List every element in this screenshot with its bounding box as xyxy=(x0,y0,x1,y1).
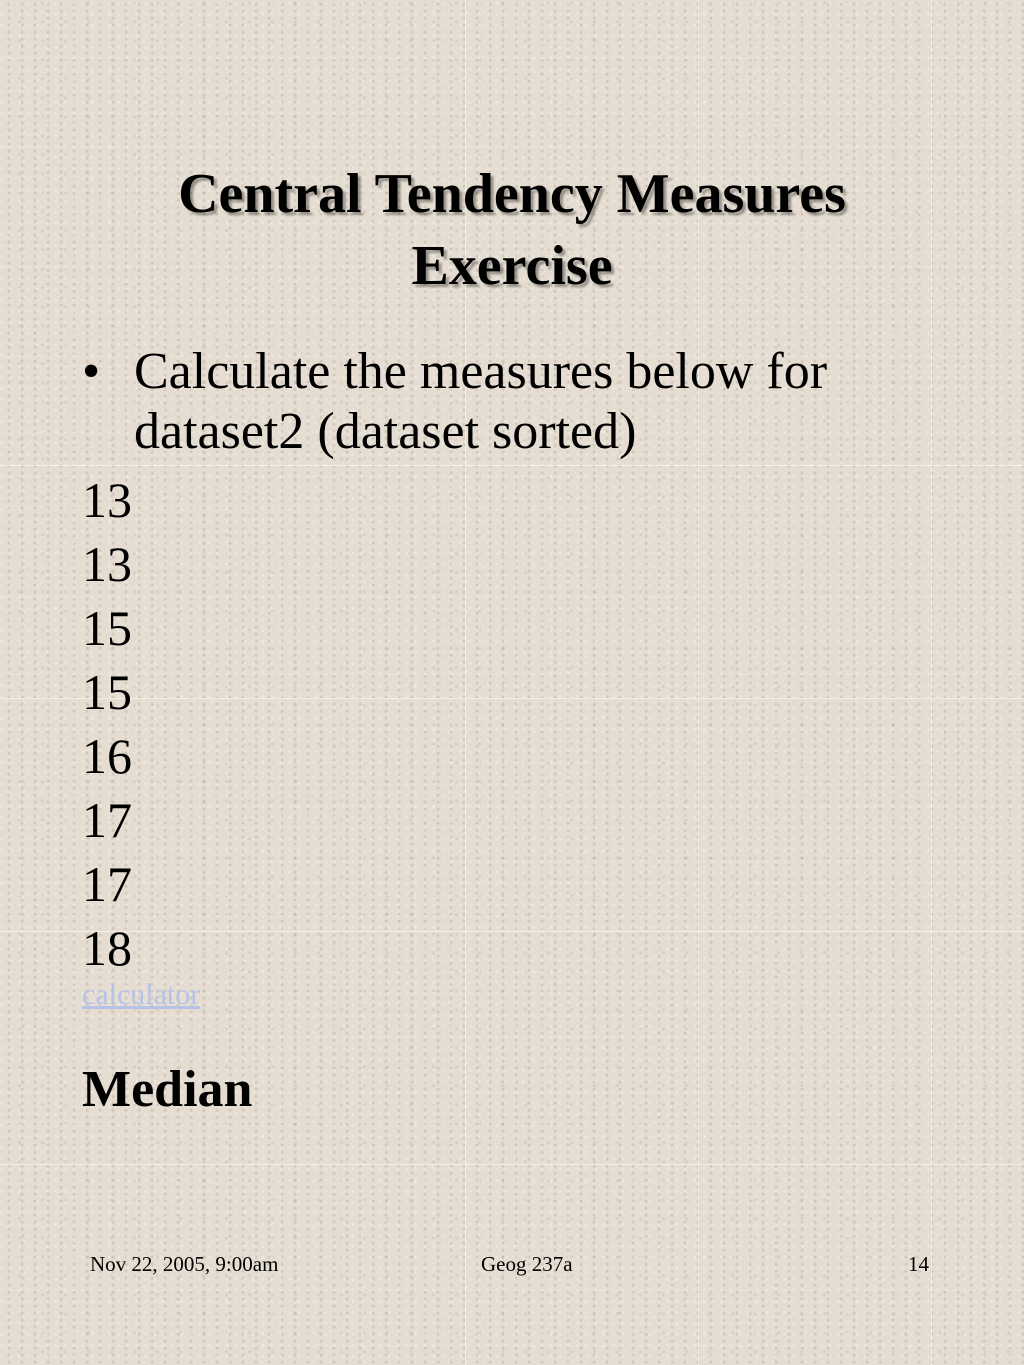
dataset-value: 17 xyxy=(82,856,132,912)
footer-date: Nov 22, 2005, 9:00am xyxy=(90,1252,279,1276)
calculator-link[interactable]: calculator xyxy=(82,978,201,1011)
dataset-value: 13 xyxy=(82,472,132,528)
bullet-marker: • xyxy=(82,343,101,400)
background-seam xyxy=(0,465,1024,466)
dataset-value: 17 xyxy=(82,792,132,848)
background-seam xyxy=(0,1164,1024,1165)
dataset-list xyxy=(82,468,132,980)
dataset-value: 13 xyxy=(82,536,132,592)
slide-title-line2: Exercise xyxy=(411,235,613,297)
median-label: Median xyxy=(82,1061,253,1118)
footer-page-number: 14 xyxy=(908,1252,929,1276)
bullet-item xyxy=(82,342,962,462)
slide-title-line1: Central Tendency Measures xyxy=(178,163,846,225)
bullet-text: Calculate the measures below for dataset2 (dataset sorted) xyxy=(134,343,828,460)
footer-course: Geog 237a xyxy=(481,1252,573,1276)
dataset-value: 16 xyxy=(82,728,132,784)
background-seam xyxy=(0,698,1024,699)
background-seam xyxy=(0,931,1024,932)
dataset-value: 15 xyxy=(82,600,132,656)
slide-title xyxy=(60,158,964,302)
dataset-value: 18 xyxy=(82,920,132,976)
dataset-value: 15 xyxy=(82,664,132,720)
